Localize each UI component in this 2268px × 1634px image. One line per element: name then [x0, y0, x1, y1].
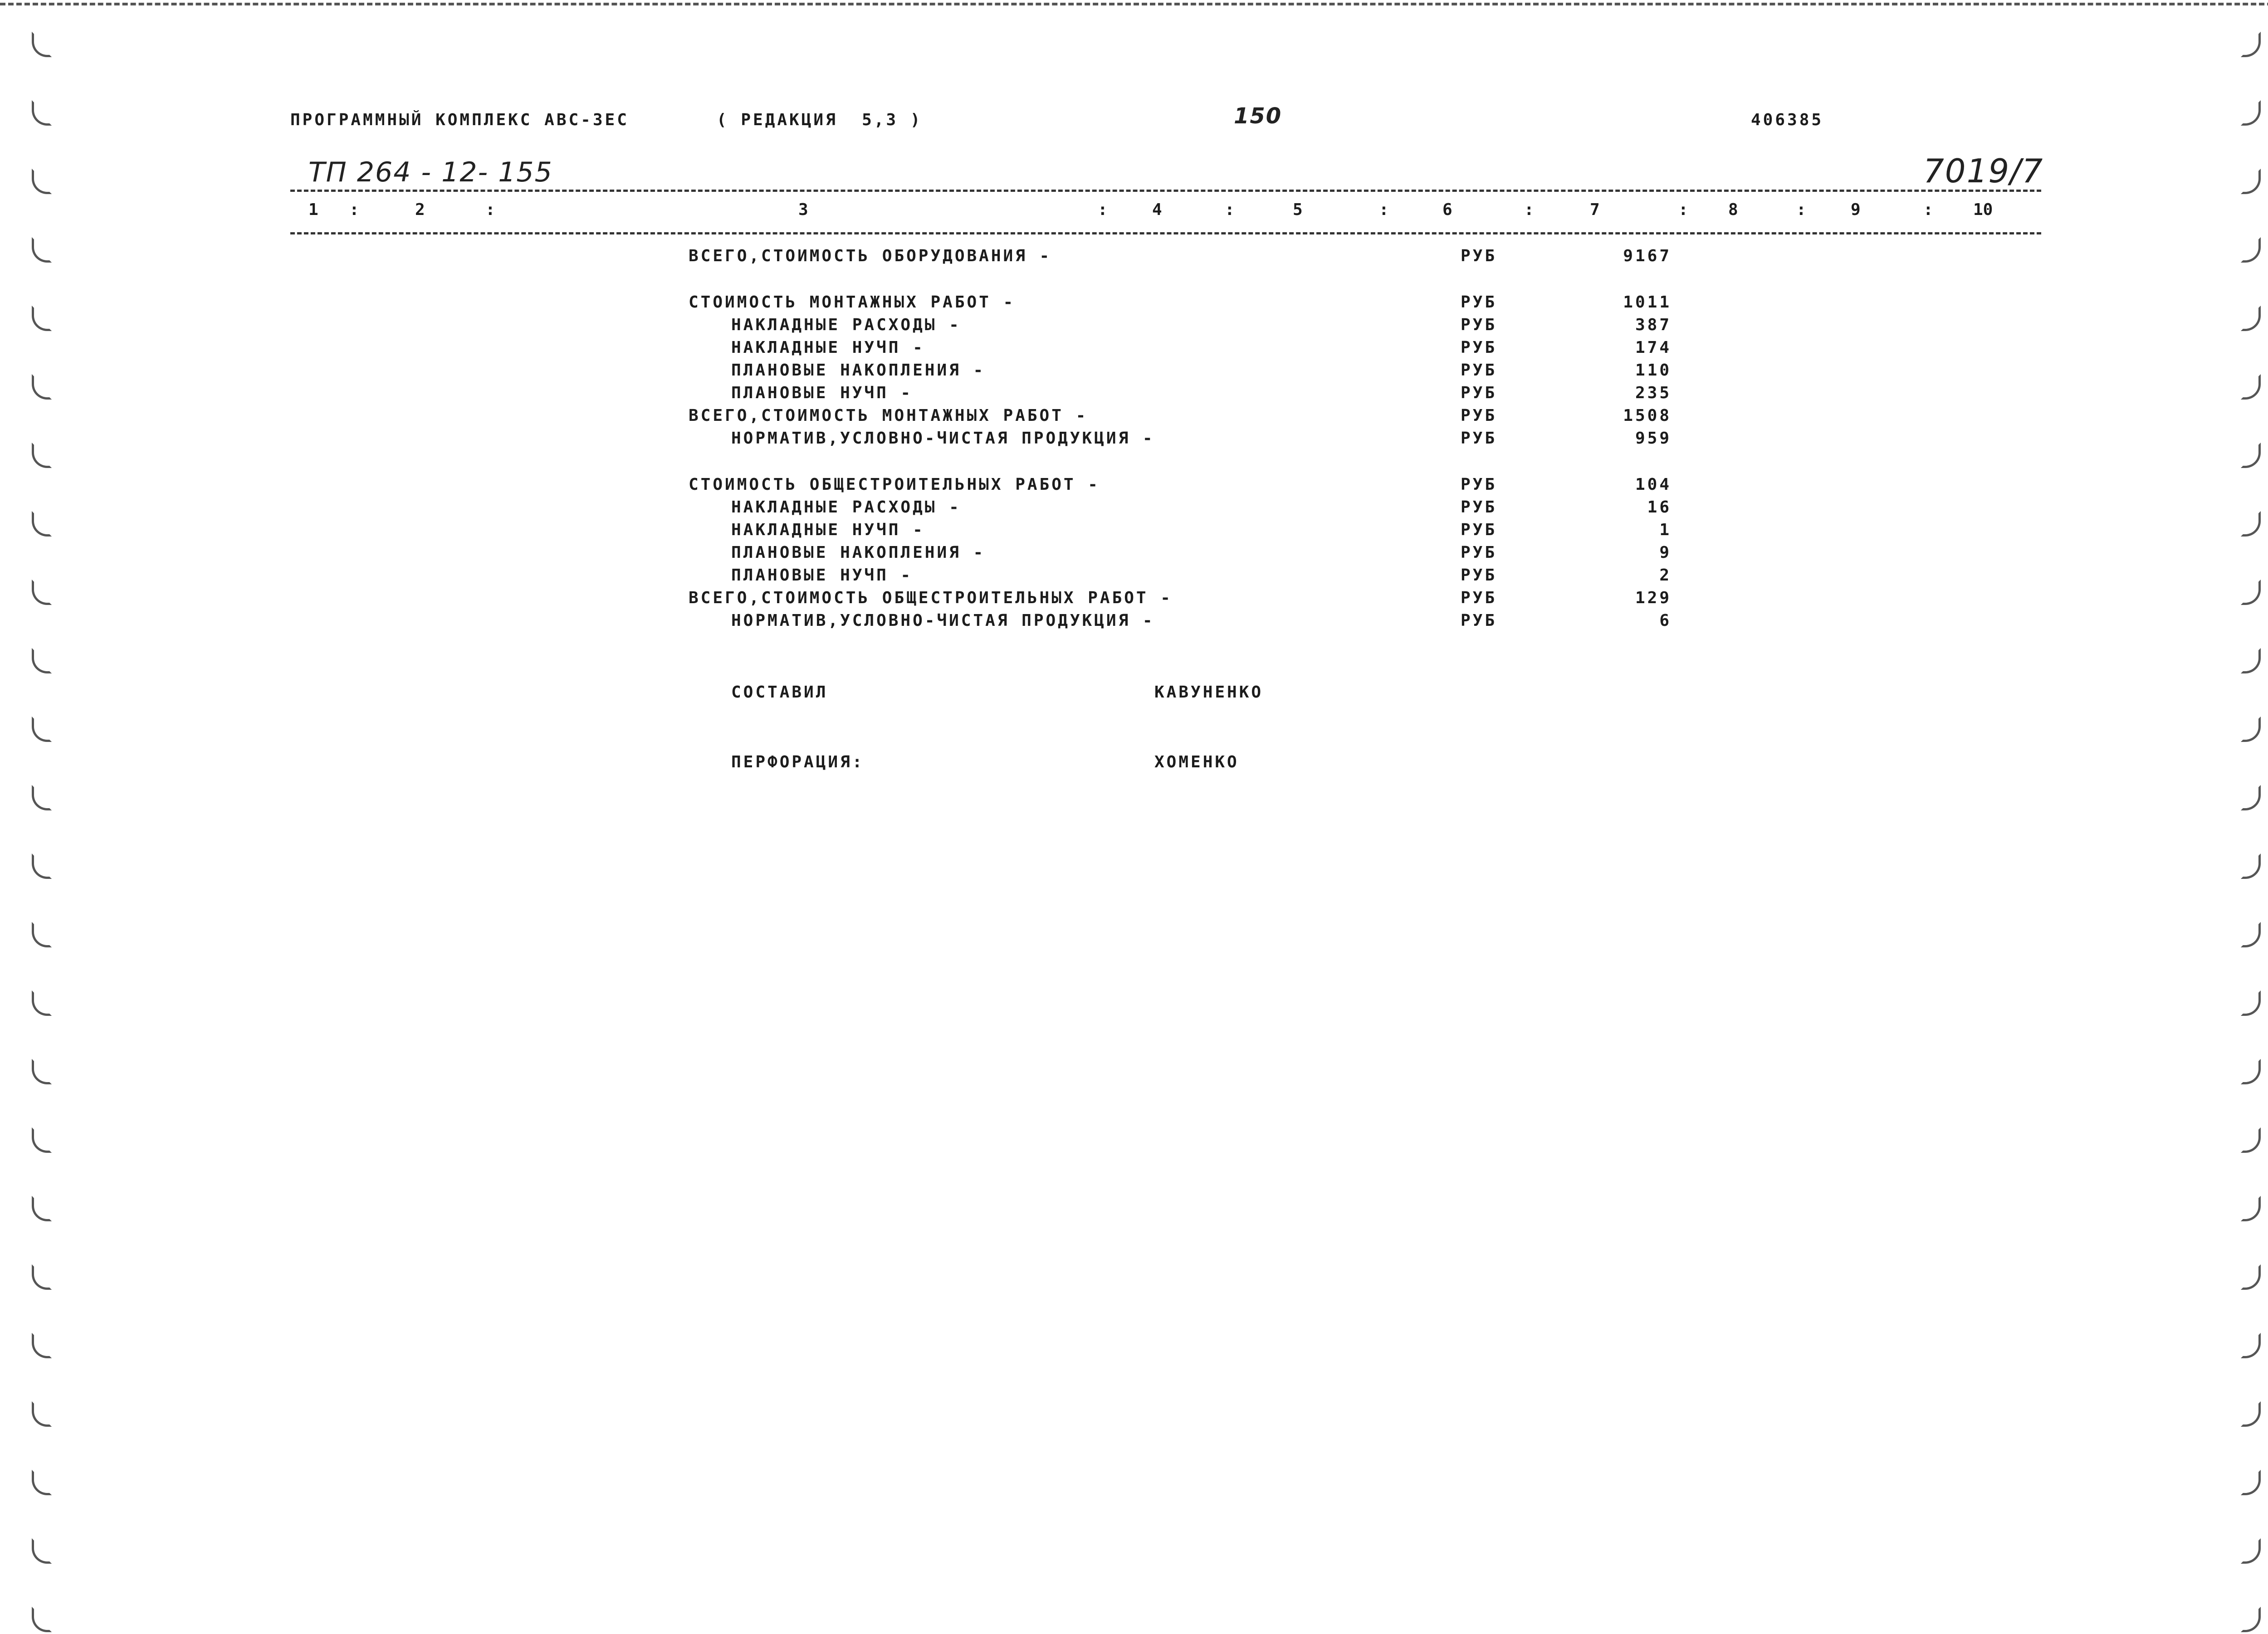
- row-unit: РУБ: [1461, 611, 1497, 630]
- perforation-hole: [2241, 1470, 2261, 1495]
- header-rule-top: [290, 190, 2041, 192]
- perforation-hole: [32, 1127, 52, 1153]
- perforation-hole: [32, 922, 52, 947]
- project-number: ТП 264 - 12- 155: [308, 156, 553, 188]
- page-number: 150: [1234, 103, 1282, 129]
- perforation-hole: [32, 1059, 52, 1084]
- perforation-hole: [2241, 374, 2261, 400]
- perforation-hole: [2241, 169, 2261, 194]
- perforation-hole: [2241, 1059, 2261, 1084]
- perforation-hole: [2241, 511, 2261, 537]
- perforation-hole: [32, 32, 52, 57]
- perforation-hole: [32, 169, 52, 194]
- perforation-hole: [32, 1333, 52, 1358]
- column-separator: :: [1098, 200, 1108, 219]
- perforation-hole: [2241, 237, 2261, 263]
- row-value: 387: [1635, 316, 1672, 334]
- paper-top-edge: [0, 3, 2268, 5]
- row-label: СТОИМОСТЬ ОБЩЕСТРОИТЕЛЬНЫХ РАБОТ -: [689, 475, 1100, 494]
- row-label: НОРМАТИВ,УСЛОВНО-ЧИСТАЯ ПРОДУКЦИЯ -: [731, 611, 1155, 630]
- perforation-hole: [32, 443, 52, 468]
- column-separator: :: [349, 200, 359, 219]
- row-value: 16: [1647, 498, 1672, 517]
- column-separator: :: [1524, 200, 1534, 219]
- column-separator: :: [1923, 200, 1933, 219]
- perforation-hole: [2241, 306, 2261, 331]
- row-label: НАКЛАДНЫЕ НУЧП -: [731, 338, 925, 357]
- row-label: НАКЛАДНЫЕ РАСХОДЫ -: [731, 316, 961, 334]
- perforation-strip-right: [2236, 0, 2268, 1634]
- perforation-hole: [32, 306, 52, 331]
- row-label: ПЛАНОВЫЕ НУЧП -: [731, 566, 913, 585]
- row-unit: РУБ: [1461, 521, 1497, 539]
- perforation-hole: [2241, 785, 2261, 810]
- perforation-hole: [32, 580, 52, 605]
- row-unit: РУБ: [1461, 543, 1497, 562]
- row-label: НАКЛАДНЫЕ РАСХОДЫ -: [731, 498, 961, 517]
- column-header: 6: [1442, 200, 1452, 219]
- column-header: 1: [308, 200, 318, 219]
- row-value: 104: [1635, 475, 1672, 494]
- row-unit: РУБ: [1461, 384, 1497, 402]
- perforation-hole: [2241, 443, 2261, 468]
- row-label: СТОИМОСТЬ МОНТАЖНЫХ РАБОТ -: [689, 293, 1016, 312]
- perforation-hole: [32, 990, 52, 1016]
- program-name: ПРОГРАММНЫЙ КОМПЛЕКС АВС-3ЕС: [290, 111, 629, 129]
- row-unit: РУБ: [1461, 316, 1497, 334]
- column-header: 3: [798, 200, 808, 219]
- perforation-hole: [32, 374, 52, 400]
- perforation-strip-left: [27, 0, 68, 1634]
- perforation-hole: [32, 1196, 52, 1221]
- perforation-hole: [2241, 717, 2261, 742]
- perforation-hole: [32, 1264, 52, 1290]
- row-unit: РУБ: [1461, 498, 1497, 517]
- document-code: 406385: [1751, 111, 1824, 129]
- row-value: 9: [1659, 543, 1672, 562]
- perforation-hole: [2241, 1401, 2261, 1427]
- column-header: 9: [1851, 200, 1861, 219]
- column-separator: :: [1796, 200, 1806, 219]
- column-separator: :: [1225, 200, 1235, 219]
- row-value: 1: [1659, 521, 1672, 539]
- row-label: НОРМАТИВ,УСЛОВНО-ЧИСТАЯ ПРОДУКЦИЯ -: [731, 429, 1155, 448]
- perforation-hole: [2241, 1196, 2261, 1221]
- row-value: 9167: [1623, 247, 1672, 265]
- perforation-hole: [2241, 990, 2261, 1016]
- perforation-hole: [32, 854, 52, 879]
- row-value: 1508: [1623, 406, 1672, 425]
- column-header: 4: [1152, 200, 1162, 219]
- column-header: 10: [1973, 200, 1993, 219]
- row-unit: РУБ: [1461, 247, 1497, 265]
- perforation-label: ПЕРФОРАЦИЯ:: [731, 753, 865, 771]
- perforation-hole: [32, 511, 52, 537]
- sheet-number: 7019/7: [1923, 152, 2044, 190]
- column-header: 5: [1293, 200, 1303, 219]
- row-label: ПЛАНОВЫЕ НАКОПЛЕНИЯ -: [731, 361, 986, 380]
- row-label: ПЛАНОВЫЕ НАКОПЛЕНИЯ -: [731, 543, 986, 562]
- row-unit: РУБ: [1461, 406, 1497, 425]
- row-unit: РУБ: [1461, 361, 1497, 380]
- row-unit: РУБ: [1461, 338, 1497, 357]
- row-value: 959: [1635, 429, 1672, 448]
- column-header: 7: [1590, 200, 1600, 219]
- row-unit: РУБ: [1461, 475, 1497, 494]
- row-unit: РУБ: [1461, 589, 1497, 607]
- row-value: 6: [1659, 611, 1672, 630]
- perforation-hole: [2241, 1264, 2261, 1290]
- perforation-hole: [2241, 1538, 2261, 1564]
- row-value: 129: [1635, 589, 1672, 607]
- perforation-hole: [32, 785, 52, 810]
- row-label: ВСЕГО,СТОИМОСТЬ ОБОРУДОВАНИЯ -: [689, 247, 1052, 265]
- program-edition: ( РЕДАКЦИЯ 5,3 ): [717, 111, 923, 129]
- row-value: 1011: [1623, 293, 1672, 312]
- perforation-name: ХОМЕНКО: [1154, 753, 1239, 771]
- row-label: ПЛАНОВЫЕ НУЧП -: [731, 384, 913, 402]
- perforation-hole: [2241, 854, 2261, 879]
- row-value: 2: [1659, 566, 1672, 585]
- row-unit: РУБ: [1461, 566, 1497, 585]
- perforation-hole: [2241, 922, 2261, 947]
- row-label: ВСЕГО,СТОИМОСТЬ ОБЩЕСТРОИТЕЛЬНЫХ РАБОТ -: [689, 589, 1173, 607]
- row-value: 174: [1635, 338, 1672, 357]
- compiled-by-label: СОСТАВИЛ: [731, 683, 828, 702]
- column-separator: :: [1678, 200, 1688, 219]
- perforation-hole: [32, 1401, 52, 1427]
- perforation-hole: [32, 1470, 52, 1495]
- perforation-hole: [2241, 1607, 2261, 1632]
- perforation-hole: [2241, 580, 2261, 605]
- column-header: 8: [1728, 200, 1738, 219]
- row-label: НАКЛАДНЫЕ НУЧП -: [731, 521, 925, 539]
- column-separator: :: [485, 200, 495, 219]
- perforation-hole: [32, 717, 52, 742]
- column-separator: :: [1379, 200, 1389, 219]
- perforation-hole: [32, 1607, 52, 1632]
- perforation-hole: [2241, 648, 2261, 673]
- perforation-hole: [2241, 1127, 2261, 1153]
- row-label: ВСЕГО,СТОИМОСТЬ МОНТАЖНЫХ РАБОТ -: [689, 406, 1088, 425]
- perforation-hole: [32, 648, 52, 673]
- column-header: 2: [415, 200, 425, 219]
- perforation-hole: [32, 237, 52, 263]
- row-value: 110: [1635, 361, 1672, 380]
- row-value: 235: [1635, 384, 1672, 402]
- perforation-hole: [2241, 1333, 2261, 1358]
- perforation-hole: [32, 100, 52, 126]
- compiled-by-name: КАВУНЕНКО: [1154, 683, 1264, 702]
- perforation-hole: [32, 1538, 52, 1564]
- perforation-hole: [2241, 32, 2261, 57]
- row-unit: РУБ: [1461, 293, 1497, 312]
- perforation-hole: [2241, 100, 2261, 126]
- row-unit: РУБ: [1461, 429, 1497, 448]
- header-rule-bottom: [290, 232, 2041, 234]
